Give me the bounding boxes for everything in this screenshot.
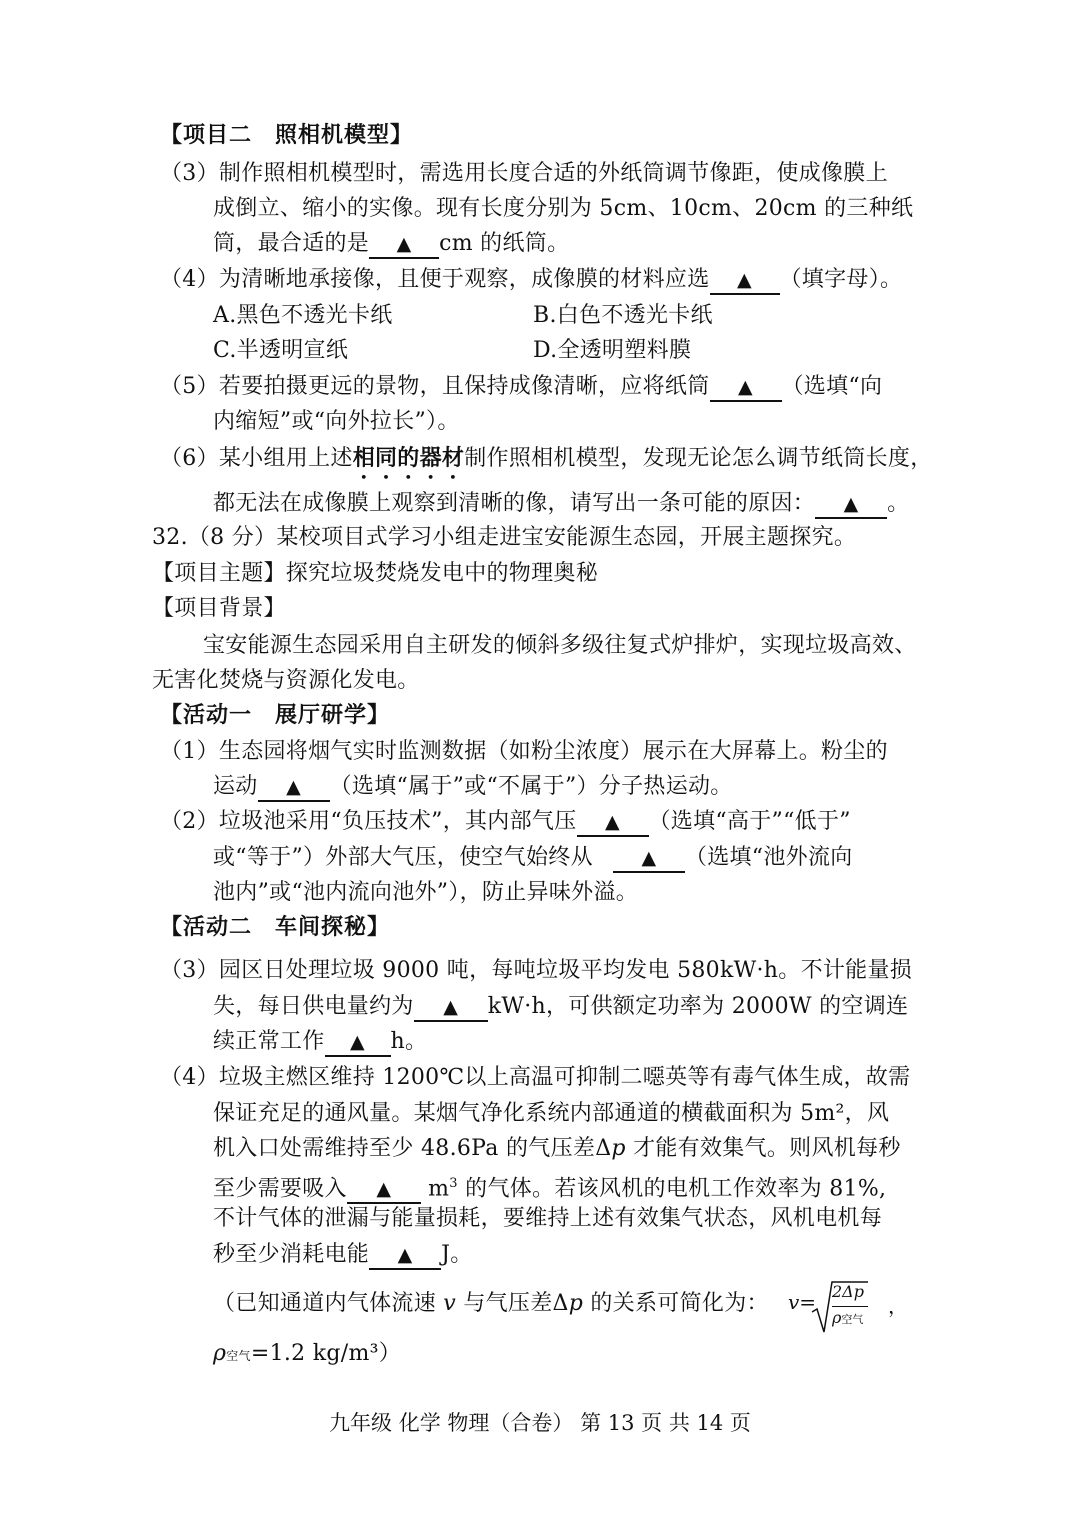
a3-answer-blank-1[interactable] — [414, 994, 488, 1022]
a4-note-post: 的关系可简化为： — [583, 1291, 769, 1316]
a4-line6-post: J。 — [441, 1242, 473, 1267]
a4-line5: 不计气体的泄漏与能量损耗，要维持上述有效集气状态，风机电机每 — [213, 1206, 883, 1231]
q3-line3-pre: 筒，最合适的是 — [213, 231, 370, 256]
triangle-icon: ▲ — [843, 493, 859, 515]
triangle-icon: ▲ — [738, 376, 753, 398]
a3-line2 — [213, 991, 908, 1023]
a1-line1: （1）生态园将烟气实时监测数据（如粉尘浓度）展示在大屏幕上。粉尘的 — [160, 739, 888, 764]
a4-line6-pre: 秒至少消耗电能 — [213, 1242, 370, 1267]
a2-answer-blank-2[interactable] — [613, 845, 685, 873]
a2-line2-post: （选填“池外流向 — [684, 845, 853, 870]
formula-comma: ， — [888, 1294, 908, 1318]
q32-theme: 【项目主题】探究垃圾焚烧发电中的物理奥秘 — [152, 561, 599, 586]
a4-answer-blank-1[interactable] — [347, 1176, 421, 1204]
flow-speed-formula — [788, 1278, 908, 1338]
a1-line2-post: （选填“属于”或“不属于”）分子热运动。 — [329, 774, 733, 799]
q5-answer-blank[interactable] — [710, 374, 782, 402]
a4-note-v: v — [443, 1291, 457, 1316]
q5-line2: 内缩短”或“向外拉长”）。 — [213, 409, 460, 434]
formula-denominator — [832, 1308, 863, 1327]
a4-line4-post: 的气体。若该风机的电机工作效率为 81%, — [457, 1176, 887, 1202]
q32-background-line2: 无害化焚烧与资源化发电。 — [152, 668, 420, 693]
a4-note-mid: 与气压差Δ — [456, 1291, 569, 1316]
a4-line4 — [213, 1168, 886, 1205]
q4-answer-blank[interactable] — [710, 267, 780, 295]
a4-line3-p: p — [611, 1136, 626, 1161]
a1-line2-pre: 运动 — [213, 774, 258, 799]
triangle-icon: ▲ — [376, 1178, 392, 1201]
a4-note — [213, 1288, 769, 1320]
q4-option-b: B.白色不透光卡纸 — [533, 303, 713, 328]
q3-line2: 成倒立、缩小的实像。现有长度分别为 5cm、10cm、20cm 的三种纸 — [213, 196, 914, 221]
triangle-icon: ▲ — [641, 847, 657, 869]
q3-line3 — [213, 228, 569, 260]
a2-line2 — [213, 842, 853, 874]
q4-line1 — [160, 264, 902, 296]
triangle-icon: ▲ — [737, 269, 752, 291]
triangle-icon: ▲ — [443, 996, 459, 1018]
rho-value: =1.2 kg/m³） — [250, 1341, 402, 1366]
formula-rho: ρ — [832, 1308, 842, 1327]
rho-air-value — [213, 1338, 401, 1372]
q5-line1 — [160, 371, 882, 403]
q6-line1-post: 制作照相机模型，发现无论怎么调节纸筒长度， — [464, 446, 933, 471]
a2-line3: 池内”或“池内流向池外”），防止异味外溢。 — [213, 880, 639, 905]
q4-option-c: C.半透明宣纸 — [213, 338, 349, 363]
a3-line3-post: h。 — [390, 1029, 428, 1054]
a2-line1-post: （选填“高于”“低于” — [648, 809, 851, 834]
a4-line1: （4）垃圾主燃区维持 1200℃以上高温可抑制二噁英等有毒气体生成，故需 — [160, 1065, 911, 1090]
activity2-heading: 【活动二 车间探秘】 — [160, 915, 391, 940]
triangle-icon: ▲ — [350, 1031, 365, 1053]
a3-answer-blank-2[interactable] — [325, 1029, 391, 1057]
a4-answer-blank-2[interactable] — [369, 1242, 441, 1270]
project2-heading: 【项目二 照相机模型】 — [160, 123, 414, 148]
q3-line3-post: cm 的纸筒。 — [439, 231, 570, 256]
a3-line1: （3）园区日处理垃圾 9000 吨，每吨垃圾平均发电 580kW·h。不计能量损 — [160, 958, 913, 983]
q6-answer-blank[interactable] — [815, 491, 887, 519]
page-footer: 九年级 化学 物理（合卷） 第 13 页 共 14 页 — [329, 1411, 751, 1435]
a4-note-p: p — [568, 1291, 584, 1316]
a3-line3-pre: 续正常工作 — [213, 1029, 325, 1054]
q6-emphasis: 相同的器材 — [352, 446, 465, 471]
triangle-icon: ▲ — [605, 811, 620, 833]
a2-line1-pre: （2）垃圾池采用“负压技术”，其内部气压 — [160, 809, 577, 834]
q3-answer-blank[interactable] — [369, 231, 439, 259]
a4-line4-sup: 3 — [449, 1176, 458, 1191]
a3-line2-post: kW·h，可供额定功率为 2000W 的空调连 — [487, 994, 909, 1019]
a4-line4-unit: m — [420, 1176, 450, 1202]
a4-line6 — [213, 1239, 473, 1271]
q32-intro: 32.（8 分）某校项目式学习小组走进宝安能源生态园，开展主题探究。 — [152, 525, 857, 550]
q4-line1-pre: （4）为清晰地承接像，且便于观察，成像膜的材料应选 — [160, 267, 710, 292]
q6-line2-post: 。 — [887, 491, 910, 516]
a3-line2-pre: 失，每日供电量约为 — [213, 994, 414, 1019]
triangle-icon: ▲ — [286, 776, 302, 798]
q3-line1: （3）制作照相机模型时，需选用长度合适的外纸筒调节像距，使成像膜上 — [160, 161, 888, 186]
q5-line1-pre: （5）若要拍摄更远的景物，且保持成像清晰，应将纸筒 — [160, 374, 710, 399]
formula-numerator: 2Δp — [832, 1282, 864, 1301]
q32-background-label: 【项目背景】 — [152, 596, 286, 621]
q6-line2-pre: 都无法在成像膜上观察到清晰的像，请写出一条可能的原因： — [213, 491, 816, 516]
a4-note-pre: （已知通道内气体流速 — [213, 1291, 444, 1316]
fraction-bar — [832, 1306, 868, 1307]
q6-line2 — [213, 488, 909, 520]
rho-symbol: ρ — [213, 1341, 227, 1366]
activity1-heading: 【活动一 展厅研学】 — [160, 703, 391, 728]
a4-line2: 保证充足的通风量。某烟气净化系统内部通道的横截面积为 5m²，风 — [213, 1101, 890, 1126]
a2-line1 — [160, 806, 851, 838]
a2-line2-pre: 或“等于”）外部大气压，使空气始终从 — [213, 845, 593, 870]
triangle-icon: ▲ — [396, 233, 412, 255]
q6-line1-pre: （6）某小组用上述 — [160, 446, 353, 471]
a3-line3 — [213, 1026, 427, 1058]
formula-v: v= — [788, 1290, 817, 1314]
a4-line3-post: 才能有效集气。则风机每秒 — [625, 1136, 901, 1161]
q5-line1-post: （选填“向 — [781, 374, 883, 399]
a2-answer-blank-1[interactable] — [577, 809, 649, 837]
rho-sub: 空气 — [226, 1349, 251, 1363]
a4-line4-pre: 至少需要吸入 — [213, 1176, 347, 1202]
q6-line1 — [160, 443, 933, 484]
a4-line3-pre: 机入口处需维持至少 48.6Pa 的气压差Δ — [213, 1136, 612, 1161]
a1-answer-blank[interactable] — [258, 774, 330, 802]
q32-background-line1: 宝安能源生态园采用自主研发的倾斜多级往复式炉排炉，实现垃圾高效、 — [203, 633, 917, 658]
q4-line1-post: （填字母）。 — [779, 267, 903, 292]
a4-line3 — [213, 1133, 901, 1165]
a1-line2 — [213, 771, 733, 803]
formula-rho-sub: 空气 — [841, 1313, 864, 1326]
q4-option-a: A.黑色不透光卡纸 — [213, 303, 393, 328]
triangle-icon: ▲ — [397, 1244, 413, 1266]
q4-option-d: D.全透明塑料膜 — [533, 338, 692, 363]
